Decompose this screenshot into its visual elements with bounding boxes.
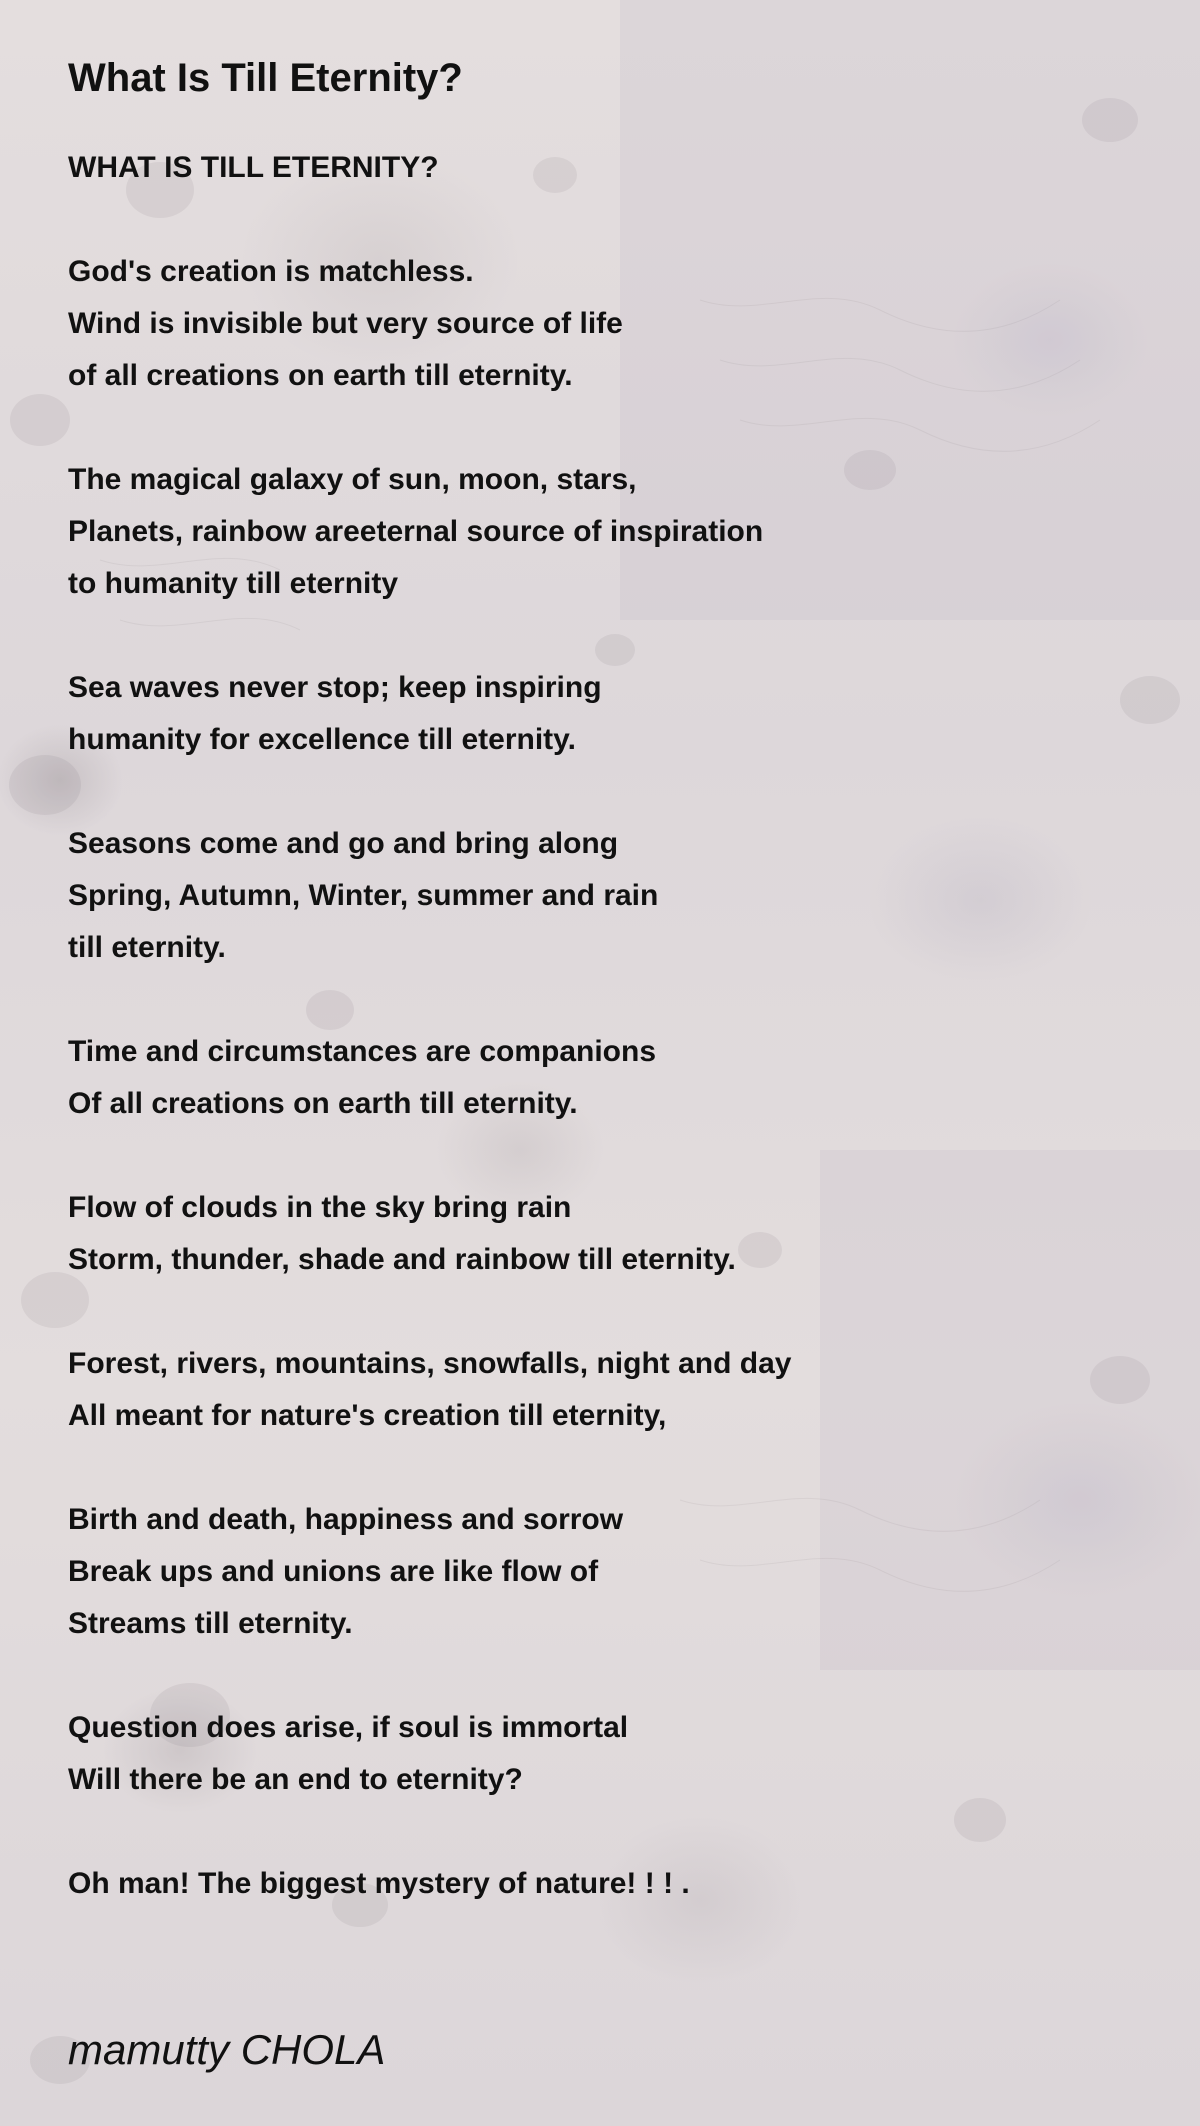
poem-line: humanity for excellence till eternity. (68, 723, 576, 756)
poem-line: Wind is invisible but very source of life (68, 307, 623, 340)
poem-stanza (68, 1026, 1128, 1130)
poem-author: mamutty CHOLA (68, 2026, 386, 2073)
poem-line: Birth and death, happiness and sorrow (68, 1503, 624, 1536)
poem-stanza (68, 818, 1128, 974)
poem-line: Spring, Autumn, Winter, summer and rain (68, 879, 659, 912)
poem-line: Planets, rainbow areeternal source of inspiration (68, 515, 764, 548)
poem-line: of all creations on earth till eternity. (68, 359, 573, 392)
poem-stanza (68, 1182, 1128, 1286)
poem-line: The magical galaxy of sun, moon, stars, (68, 463, 637, 496)
poem-line: Oh man! The biggest mystery of nature! ! ! . (68, 1867, 690, 1900)
poem-stanza (68, 454, 1128, 610)
poem-stanza (68, 1338, 1128, 1442)
poem-title: What Is Till Eternity? (68, 56, 463, 100)
poem-line: Streams till eternity. (68, 1607, 353, 1640)
poem-stanza (68, 246, 1128, 402)
poem-line: Of all creations on earth till eternity. (68, 1087, 578, 1120)
poem-line: Sea waves never stop; keep inspiring (68, 671, 602, 704)
poem-stanza (68, 1858, 1128, 1910)
poem-line: Forest, rivers, mountains, snowfalls, night and day (68, 1347, 792, 1380)
poem-stanza (68, 662, 1128, 766)
poem-line: to humanity till eternity (68, 567, 399, 600)
poem-line: till eternity. (68, 931, 226, 964)
poem-body (68, 142, 1128, 1910)
poem-line: Storm, thunder, shade and rainbow till eternity. (68, 1243, 736, 1276)
poem-line: Break ups and unions are like flow of (68, 1555, 599, 1588)
poem-stanza (68, 142, 1128, 194)
poem-stanza (68, 1702, 1128, 1806)
poem-container (68, 50, 1128, 1962)
poem-line: Time and circumstances are companions (68, 1035, 657, 1068)
poem-line: Question does arise, if soul is immortal (68, 1711, 629, 1744)
poem-line: All meant for nature's creation till eternity, (68, 1399, 667, 1432)
poem-line: Seasons come and go and bring along (68, 827, 619, 860)
poem-stanza (68, 1494, 1128, 1650)
poem-line: God's creation is matchless. (68, 255, 474, 288)
poem-line: WHAT IS TILL ETERNITY? (68, 151, 439, 184)
poem-line: Will there be an end to eternity? (68, 1763, 523, 1796)
poem-line: Flow of clouds in the sky bring rain (68, 1191, 572, 1224)
